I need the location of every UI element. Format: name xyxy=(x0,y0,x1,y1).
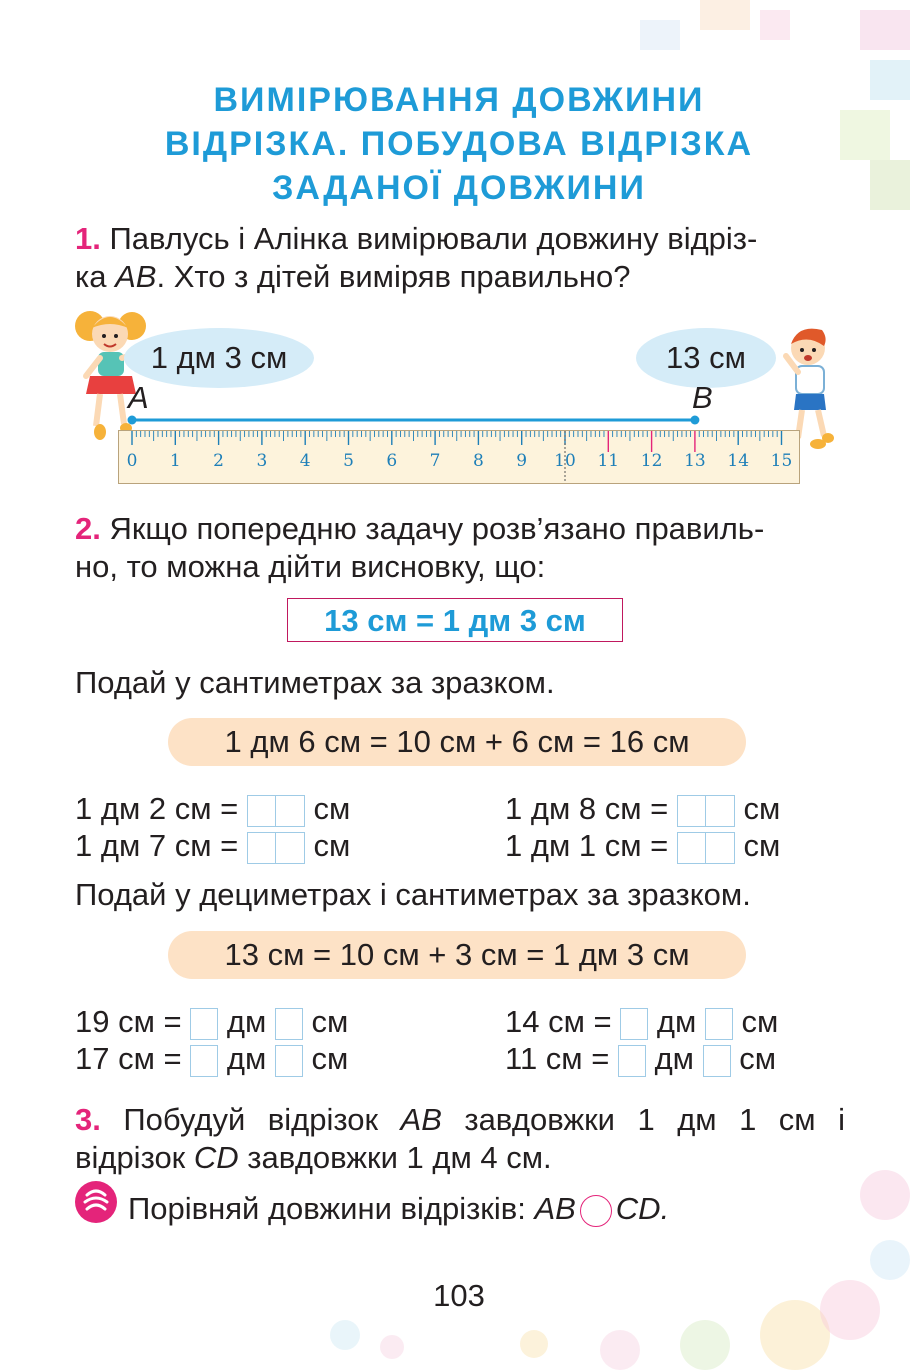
task-3-line-2-pre: відрізок xyxy=(75,1140,194,1175)
exercise-1-item xyxy=(505,791,780,827)
answer-box[interactable] xyxy=(247,832,305,864)
conclusion-text: 13 см = 1 дм 3 см xyxy=(324,603,586,638)
ruler-label: 5 xyxy=(343,451,354,471)
task-1-line-1: Павлусь і Алінка вимірювали довжину відріз- xyxy=(109,221,758,256)
task-2-number: 2. xyxy=(75,511,101,546)
example-1-text: 1 дм 6 см = 10 см + 6 см = 16 см xyxy=(224,724,690,759)
page-title xyxy=(60,78,858,210)
exercise-expr: 11 см = xyxy=(505,1041,610,1076)
point-b-label: B xyxy=(692,380,713,415)
answer-box[interactable] xyxy=(247,795,305,827)
task-3-seg-cd: CD xyxy=(193,1140,239,1175)
answer-box-cm[interactable] xyxy=(275,1045,303,1077)
exercise-unit-dm: дм xyxy=(656,1004,697,1039)
task-3-line-1 xyxy=(75,1101,845,1139)
point-a-label: A xyxy=(128,380,149,415)
segment-ab xyxy=(120,410,720,430)
ruler-label: 10 xyxy=(554,451,576,471)
girl-speech-bubble xyxy=(124,328,314,388)
exercise-unit-dm: дм xyxy=(654,1041,694,1076)
task-3-line-1-post: завдовжки 1 дм 1 см і xyxy=(441,1102,845,1137)
exercise-2-item xyxy=(75,1041,348,1077)
ruler-label: 8 xyxy=(472,451,484,471)
exercise-unit-cm: см xyxy=(741,1004,779,1039)
exercise-2-item xyxy=(505,1041,776,1077)
exercise-expr: 1 дм 2 см = xyxy=(75,791,239,826)
exercise-unit-cm: см xyxy=(739,1041,777,1076)
exercise-unit-cm: см xyxy=(311,1004,349,1039)
exercise-expr: 19 см = xyxy=(75,1004,182,1039)
ruler-label: 2 xyxy=(213,451,225,471)
ruler-label: 3 xyxy=(256,451,268,471)
exercise-unit: см xyxy=(743,828,781,863)
task-1-text xyxy=(75,220,845,296)
exercise-expr: 1 дм 1 см = xyxy=(505,828,669,863)
exercise-1-item xyxy=(75,791,350,827)
ruler-label: 0 xyxy=(126,451,138,471)
ruler xyxy=(118,430,800,484)
example-2-text: 13 см = 10 см + 3 см = 1 дм 3 см xyxy=(224,937,690,972)
answer-box-cm[interactable] xyxy=(705,1008,733,1040)
task-3-line-1-pre: Побудуй відрізок xyxy=(123,1102,401,1137)
exercise-2-item xyxy=(75,1004,348,1040)
answer-box[interactable] xyxy=(677,832,735,864)
boy-speech-bubble xyxy=(636,328,776,388)
task-1-line-2-pre: ка xyxy=(75,259,116,294)
answer-box-dm[interactable] xyxy=(190,1045,218,1077)
exercise-unit: см xyxy=(313,791,351,826)
answer-box-dm[interactable] xyxy=(618,1045,646,1077)
example-2 xyxy=(168,931,746,979)
page-number: 103 xyxy=(433,1278,485,1313)
ruler-label: 15 xyxy=(770,451,793,471)
task-2-line-1: Якщо попередню задачу розв’язано правиль- xyxy=(109,511,765,546)
ruler-label: 11 xyxy=(597,451,620,471)
exercise-expr: 17 см = xyxy=(75,1041,182,1076)
brain-icon xyxy=(75,1181,117,1223)
answer-box-cm[interactable] xyxy=(703,1045,731,1077)
boy-speech-text: 13 см xyxy=(666,340,746,375)
instruction-1: Подай у сантиметрах за зразком. xyxy=(75,665,555,700)
exercise-2-item xyxy=(505,1004,778,1040)
girl-speech-text: 1 дм 3 см xyxy=(150,340,288,375)
conclusion-box xyxy=(287,598,623,642)
ruler-label: 7 xyxy=(429,451,441,471)
exercise-expr: 1 дм 7 см = xyxy=(75,828,239,863)
answer-box-dm[interactable] xyxy=(190,1008,218,1040)
answer-box-dm[interactable] xyxy=(620,1008,648,1040)
ruler-label: 9 xyxy=(516,451,528,471)
task-3-line-2 xyxy=(75,1139,845,1177)
example-1 xyxy=(168,718,746,766)
task-3-seg-ab: AB xyxy=(400,1102,442,1137)
task-1-line-2-post: . Хто з дітей виміряв правильно? xyxy=(156,259,631,294)
segment-point-a xyxy=(128,416,137,425)
segment-point-b xyxy=(690,416,699,425)
task-2-text xyxy=(75,510,845,586)
ruler-label: 1 xyxy=(169,451,181,471)
exercise-1-item xyxy=(75,828,350,864)
exercise-unit-dm: дм xyxy=(226,1004,267,1039)
ruler-label: 12 xyxy=(640,451,663,471)
exercise-unit-dm: дм xyxy=(226,1041,267,1076)
task-3-number: 3. xyxy=(75,1102,101,1137)
compare-ab: AB xyxy=(534,1191,576,1226)
ruler-label: 6 xyxy=(386,451,398,471)
instruction-2: Подай у дециметрах і сантиметрах за зразком. xyxy=(75,877,751,912)
exercise-unit: см xyxy=(743,791,781,826)
answer-box-cm[interactable] xyxy=(275,1008,303,1040)
task-3-line-2-post: завдовжки 1 дм 4 см. xyxy=(238,1140,552,1175)
task-1-segment: AB xyxy=(115,259,157,294)
title-line-2: ВІДРІЗКА. ПОБУДОВА ВІДРІЗКА xyxy=(164,125,754,163)
ruler-label: 13 xyxy=(684,451,706,471)
title-line-1: ВИМІРЮВАННЯ ДОВЖИНИ xyxy=(213,81,705,119)
answer-box[interactable] xyxy=(677,795,735,827)
exercise-1-item xyxy=(505,828,780,864)
task-2-line-2: но, то можна дійти висновку, що: xyxy=(75,549,546,584)
compare-line xyxy=(128,1190,848,1228)
exercise-expr: 1 дм 8 см = xyxy=(505,791,669,826)
title-line-3: ЗАДАНОЇ ДОВЖИНИ xyxy=(272,169,646,207)
ruler-label: 4 xyxy=(299,451,311,471)
compare-circle[interactable] xyxy=(580,1195,612,1227)
task-1-number: 1. xyxy=(75,221,101,256)
compare-text: Порівняй довжини відрізків: xyxy=(128,1191,535,1226)
exercise-expr: 14 см = xyxy=(505,1004,612,1039)
compare-cd: CD. xyxy=(615,1191,670,1226)
exercise-unit: см xyxy=(313,828,351,863)
exercise-unit-cm: см xyxy=(311,1041,349,1076)
ruler-label: 14 xyxy=(727,451,750,471)
